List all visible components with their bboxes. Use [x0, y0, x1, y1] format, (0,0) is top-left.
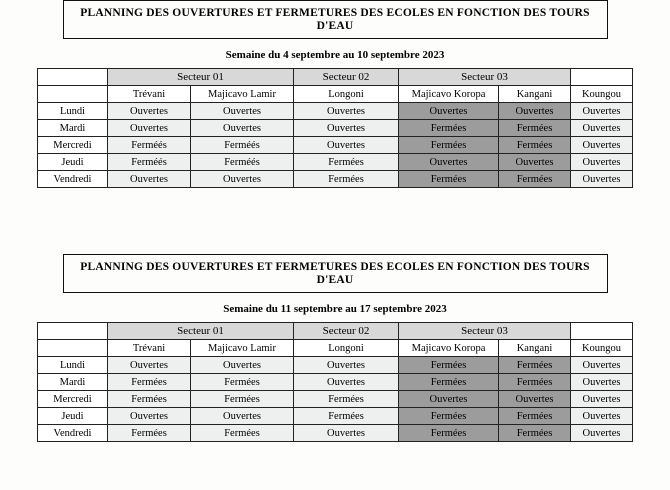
- status-cell: Fermées: [191, 391, 294, 408]
- table-row: [38, 120, 633, 137]
- status-cell: Fermées: [499, 357, 571, 374]
- status-cell: Ouvertes: [571, 357, 633, 374]
- status-cell: Fermées: [499, 171, 571, 188]
- status-cell: Ouvertes: [399, 154, 499, 171]
- planning-table-week-1: [37, 68, 633, 188]
- status-cell: Fermées: [191, 374, 294, 391]
- sector-header-03: Secteur 03: [399, 323, 571, 340]
- table-row: [38, 391, 633, 408]
- town-header-koungou: Koungou: [571, 340, 633, 357]
- status-cell: Ouvertes: [108, 408, 191, 425]
- day-label: Mardi: [38, 374, 108, 391]
- sector-header-row: [38, 69, 633, 86]
- planning-table-week-2: [37, 322, 633, 442]
- status-cell: Ouvertes: [294, 120, 399, 137]
- status-cell: Ouvertes: [571, 374, 633, 391]
- status-cell: Fermées: [399, 374, 499, 391]
- status-cell: Ouvertes: [191, 120, 294, 137]
- status-cell: Ouvertes: [499, 391, 571, 408]
- status-cell: Fermées: [499, 425, 571, 442]
- status-cell: Fermées: [108, 374, 191, 391]
- status-cell: Fermées: [108, 425, 191, 442]
- table-row: [38, 137, 633, 154]
- sector-header-01: Secteur 01: [108, 323, 294, 340]
- status-cell: Ouvertes: [571, 391, 633, 408]
- status-cell: Ferméés: [108, 137, 191, 154]
- table-corner-2: [38, 86, 108, 103]
- town-header-kangani: Kangani: [499, 86, 571, 103]
- status-cell: Fermées: [499, 137, 571, 154]
- status-cell: Ouvertes: [191, 357, 294, 374]
- town-header-majicavo-lamir: Majicavo Lamir: [191, 340, 294, 357]
- status-cell: Fermées: [191, 425, 294, 442]
- status-cell: Ferméés: [191, 137, 294, 154]
- status-cell: Ouvertes: [191, 171, 294, 188]
- week-subtitle-1: Semaine du 4 septembre au 10 septembre 2023: [225, 49, 445, 62]
- town-header-majicavo-koropa: Majicavo Koropa: [399, 340, 499, 357]
- status-cell: Ouvertes: [108, 103, 191, 120]
- document-title-box-2: [63, 254, 608, 293]
- table-corner: [38, 323, 108, 340]
- status-cell: Ouvertes: [571, 408, 633, 425]
- table-row: [38, 408, 633, 425]
- status-cell: Ouvertes: [108, 171, 191, 188]
- status-cell: Ouvertes: [571, 137, 633, 154]
- status-cell: Ouvertes: [108, 120, 191, 137]
- status-cell: Ouvertes: [191, 408, 294, 425]
- status-cell: Fermées: [294, 408, 399, 425]
- town-header-row: [38, 86, 633, 103]
- page-title: PLANNING DES OUVERTURES ET FERMETURES DES ECOLES EN FONCTION DES TOURS D'EAU: [80, 7, 590, 32]
- town-header-koungou: Koungou: [571, 86, 633, 103]
- status-cell: Fermées: [294, 154, 399, 171]
- day-label: Mercredi: [38, 137, 108, 154]
- status-cell: Ouvertes: [294, 425, 399, 442]
- status-cell: Ouvertes: [399, 103, 499, 120]
- day-label: Mardi: [38, 120, 108, 137]
- planning-block-week-2: [0, 254, 670, 442]
- status-cell: Fermées: [108, 391, 191, 408]
- status-cell: Fermées: [399, 120, 499, 137]
- status-cell: Fermées: [399, 137, 499, 154]
- status-cell: Ouvertes: [294, 103, 399, 120]
- town-header-trevani: Trévani: [108, 86, 191, 103]
- table-corner-2: [38, 340, 108, 357]
- status-cell: Ouvertes: [571, 425, 633, 442]
- day-label: Jeudi: [38, 154, 108, 171]
- town-header-row: [38, 340, 633, 357]
- status-cell: Ouvertes: [499, 154, 571, 171]
- sector-header-02: Secteur 02: [294, 69, 399, 86]
- sector-header-row: [38, 323, 633, 340]
- day-label: Vendredi: [38, 425, 108, 442]
- status-cell: Fermées: [499, 374, 571, 391]
- day-label: Lundi: [38, 103, 108, 120]
- table-row: [38, 103, 633, 120]
- status-cell: Fermées: [399, 425, 499, 442]
- status-cell: Ouvertes: [294, 357, 399, 374]
- town-header-kangani: Kangani: [499, 340, 571, 357]
- table-corner: [38, 69, 108, 86]
- page-title-2: PLANNING DES OUVERTURES ET FERMETURES DES ECOLES EN FONCTION DES TOURS D'EAU: [80, 261, 590, 286]
- week-subtitle-2: Semaine du 11 septembre au 17 septembre 2023: [223, 303, 447, 316]
- table-row: [38, 154, 633, 171]
- town-header-trevani: Trévani: [108, 340, 191, 357]
- status-cell: Fermées: [294, 171, 399, 188]
- town-header-longoni: Longoni: [294, 86, 399, 103]
- status-cell: Fermées: [499, 408, 571, 425]
- town-header-longoni: Longoni: [294, 340, 399, 357]
- status-cell: Fermées: [294, 391, 399, 408]
- status-cell: Ouvertes: [294, 374, 399, 391]
- table-row: [38, 357, 633, 374]
- status-cell: Ouvertes: [399, 391, 499, 408]
- document-title-box: [63, 0, 608, 39]
- status-cell: Ouvertes: [571, 171, 633, 188]
- town-header-majicavo-lamir: Majicavo Lamir: [191, 86, 294, 103]
- table-corner-right: [571, 69, 633, 86]
- planning-block-week-1: [0, 0, 670, 188]
- status-cell: Ferméés: [108, 154, 191, 171]
- table-row: [38, 374, 633, 391]
- status-cell: Ouvertes: [108, 357, 191, 374]
- status-cell: Ouvertes: [571, 103, 633, 120]
- status-cell: Fermées: [399, 357, 499, 374]
- status-cell: Ouvertes: [499, 103, 571, 120]
- status-cell: Fermées: [399, 171, 499, 188]
- status-cell: Ferméés: [191, 154, 294, 171]
- status-cell: Fermées: [499, 120, 571, 137]
- table-row: [38, 171, 633, 188]
- table-row: [38, 425, 633, 442]
- sector-header-02: Secteur 02: [294, 323, 399, 340]
- status-cell: Ouvertes: [571, 120, 633, 137]
- sector-header-01: Secteur 01: [108, 69, 294, 86]
- status-cell: Ouvertes: [571, 154, 633, 171]
- table-corner-right: [571, 323, 633, 340]
- day-label: Mercredi: [38, 391, 108, 408]
- day-label: Vendredi: [38, 171, 108, 188]
- status-cell: Ouvertes: [191, 103, 294, 120]
- day-label: Jeudi: [38, 408, 108, 425]
- day-label: Lundi: [38, 357, 108, 374]
- status-cell: Ouvertes: [294, 137, 399, 154]
- status-cell: Fermées: [399, 408, 499, 425]
- sector-header-03: Secteur 03: [399, 69, 571, 86]
- town-header-majicavo-koropa: Majicavo Koropa: [399, 86, 499, 103]
